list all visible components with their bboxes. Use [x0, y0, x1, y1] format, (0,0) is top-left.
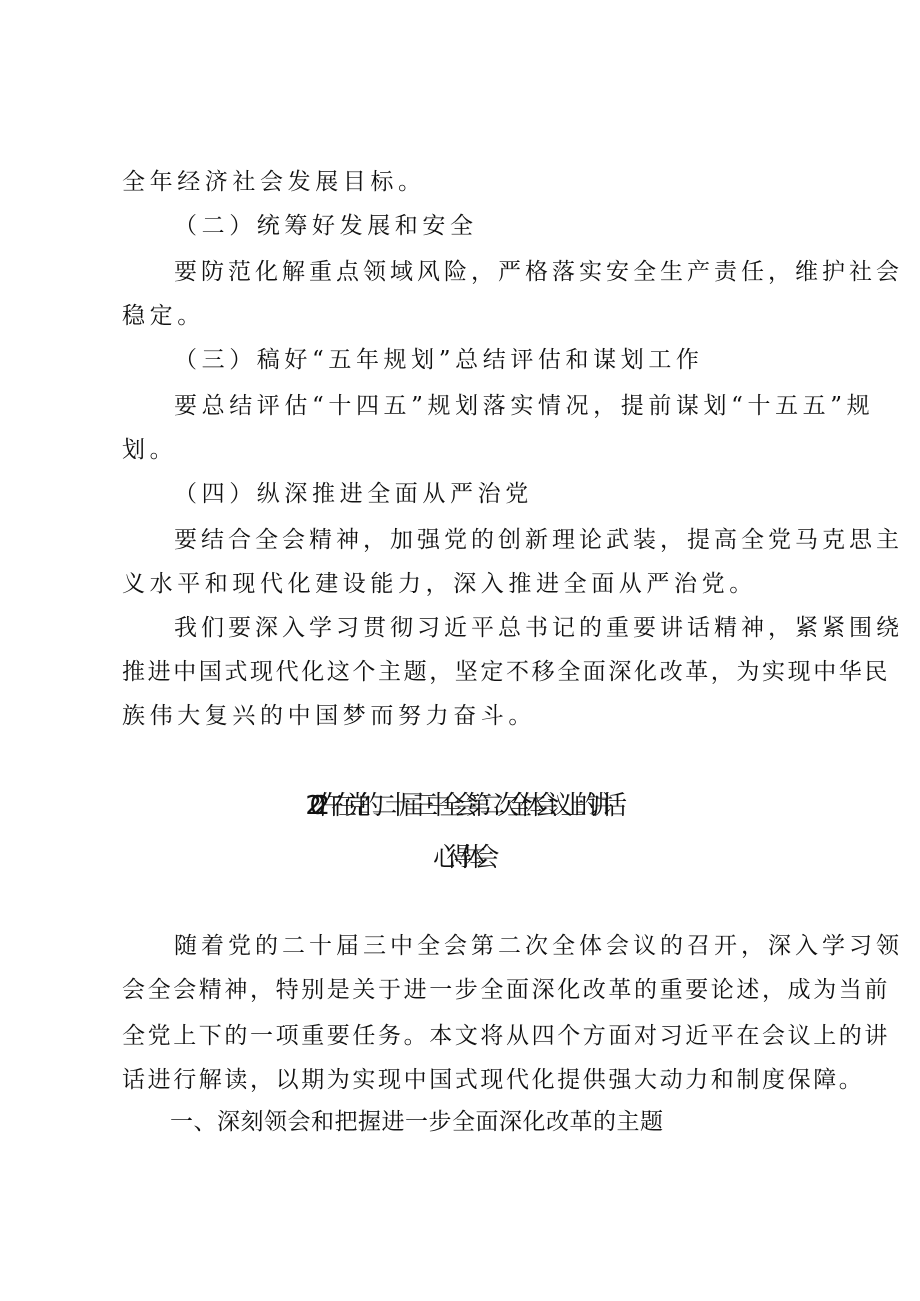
body-line: 要总结评估“十四五”规划落实情况，提前谋划“十五五”规: [174, 393, 875, 419]
article-title-line-1: 202仵在党的二十届三中全会第二次全体会议上的讲话: [305, 791, 615, 821]
body-line: 全党上下的一项重要任务。本文将从四个方面对习近平在会议上的讲: [122, 1023, 890, 1049]
body-line: 要防范化解重点领域风险，严格落实安全生产责任，维护社会: [174, 259, 903, 285]
body-line: 推进中国式现代化这个主题，坚定不移全面深化改革，为实现中华民: [122, 659, 890, 685]
body-line: 稳定。: [122, 303, 205, 329]
subheading-three: （三）稿好“五年规划”总结评估和谋划工作: [174, 347, 704, 373]
body-line: 要结合全会精神，加强党的创新理论武装，提高全党马克思主: [174, 527, 903, 553]
body-line: 话进行解读，以期为实现中国式现代化提供强大动力和制度保障。: [122, 1067, 865, 1093]
body-line: 义水平和现代化建设能力，深入推进全面从严治党。: [122, 571, 757, 597]
body-line: 我们要深入学习贯彻习近平总书记的重要讲话精神，紧紧围绕: [174, 615, 903, 641]
body-line: 族伟大复兴的中国梦而努力奋斗。: [122, 703, 536, 729]
body-line: 随着党的二十届三中全会第二次全体会议的召开，深入学习领: [174, 933, 903, 959]
subheading-two: （二）统筹好发展和安全: [174, 213, 478, 239]
article-title-line-2: 心得体会: [432, 843, 487, 873]
body-line: 会全会精神，特别是关于进一步全面深化改革的重要论述，成为当前: [122, 977, 890, 1003]
body-line: 划。: [122, 437, 178, 463]
section-heading: 一、深刻领会和把握进一步全面深化改革的主题: [170, 1109, 664, 1135]
subheading-four: （四）纵深推进全面从严治党: [174, 481, 533, 507]
body-line: 全年经济社会发展目标。: [122, 169, 426, 195]
